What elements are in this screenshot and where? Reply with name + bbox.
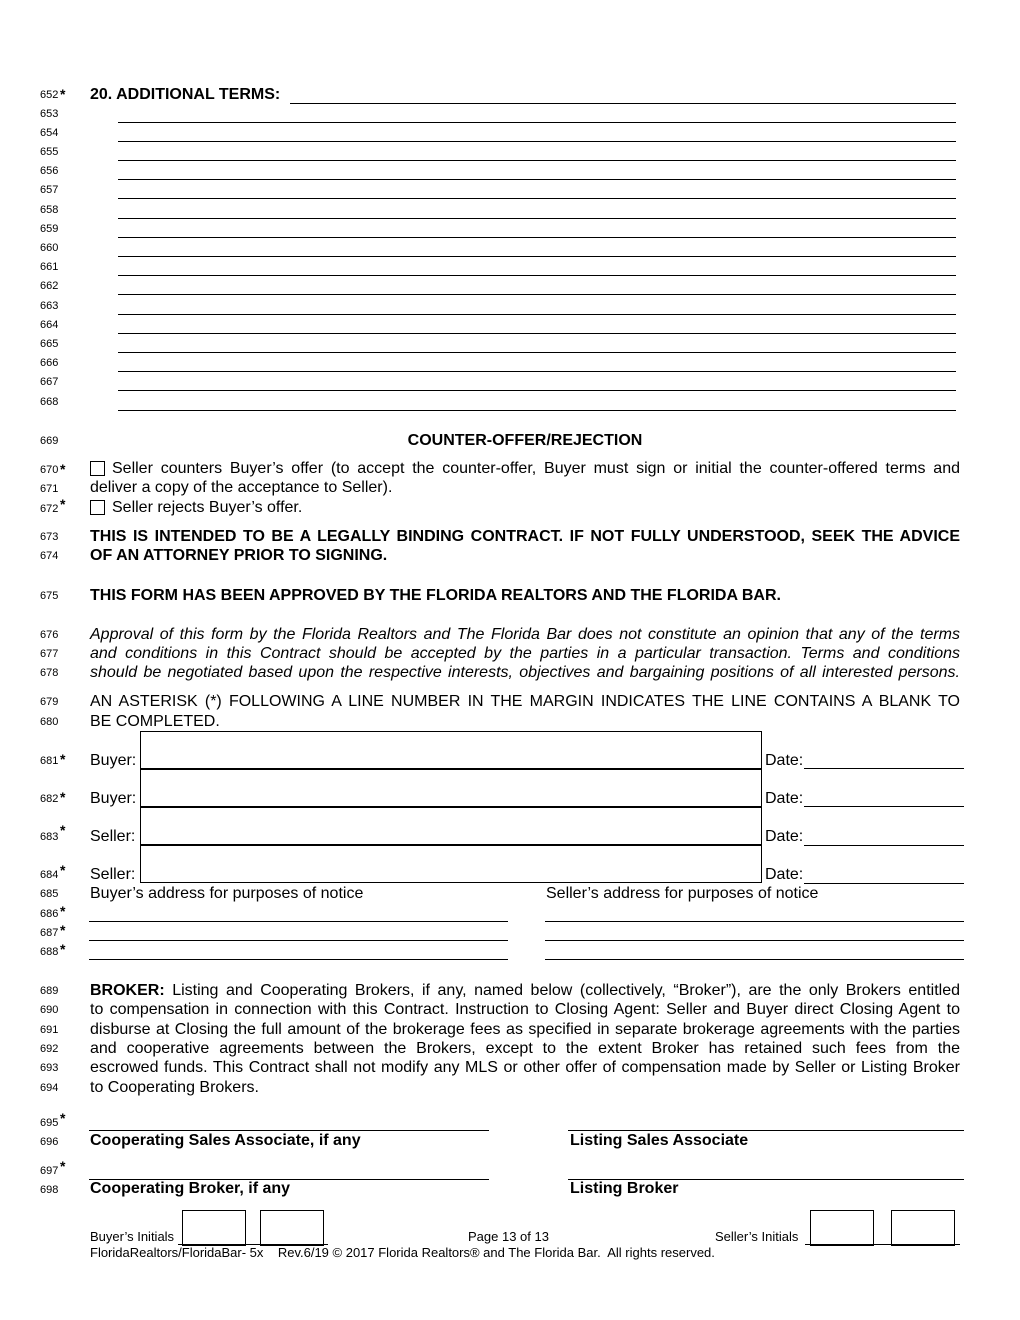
buyer-2-date-field[interactable] — [804, 806, 964, 807]
asterisk-marker: * — [60, 941, 66, 957]
line-number: 684 — [40, 869, 59, 881]
buyer-1-date-field[interactable] — [804, 768, 964, 769]
listing-sales-associate-label: Listing Sales Associate — [570, 1132, 749, 1149]
seller-rejects-text: Seller rejects Buyer’s offer. — [112, 499, 303, 516]
seller-address-line[interactable] — [545, 940, 964, 941]
line-number: 690 — [40, 1004, 59, 1016]
line-number: 679 — [40, 696, 59, 708]
line-number: 691 — [40, 1024, 59, 1036]
asterisk-marker: * — [60, 461, 66, 477]
line-number: 693 — [40, 1062, 59, 1074]
line-number: 677 — [40, 648, 59, 660]
approval-disclaimer: Approval of this form by the Florida Realtors and The Florida Bar does not constitute an opinion that any of the terms — [90, 626, 960, 643]
line-number: 659 — [40, 223, 59, 235]
counter-offer-title: COUNTER-OFFER/REJECTION — [407, 432, 643, 449]
line-number: 675 — [40, 590, 59, 602]
line-number: 695 — [40, 1117, 59, 1129]
additional-terms-line[interactable] — [118, 333, 956, 334]
line-number: 692 — [40, 1043, 59, 1055]
seller-1-date-field[interactable] — [804, 845, 964, 846]
broker-paragraph-line-4: and cooperative agreements between the Brokers, except to the extent Broker has retained such fees from the — [90, 1040, 960, 1057]
line-number: 663 — [40, 300, 59, 312]
asterisk-marker: * — [60, 751, 66, 767]
seller-rejects-checkbox[interactable] — [90, 500, 111, 518]
seller-counters-text-2: deliver a copy of the acceptance to Seller). — [90, 479, 393, 496]
asterisk-marker: * — [60, 862, 66, 878]
line-number: 683 — [40, 831, 59, 843]
broker-paragraph-line-3: disburse at Closing the full amount of the brokerage fees as specified in separate brokerage agreements with the parties — [90, 1021, 960, 1038]
line-number: 668 — [40, 396, 59, 408]
additional-terms-line[interactable] — [118, 256, 956, 257]
line-number: 694 — [40, 1082, 59, 1094]
broker-paragraph-line-1 — [90, 981, 960, 1000]
line-number: 673 — [40, 531, 59, 543]
asterisk-notice: AN ASTERISK (*) FOLLOWING A LINE NUMBER IN THE MARGIN INDICATES THE LINE CONTAINS A BLANK TO — [90, 693, 960, 710]
additional-terms-heading: 20. ADDITIONAL TERMS: — [90, 86, 281, 103]
additional-terms-line[interactable] — [118, 237, 956, 238]
line-number: 687 — [40, 927, 59, 939]
seller-1-date-label: Date: — [765, 828, 804, 845]
additional-terms-line[interactable] — [118, 314, 956, 315]
buyer-address-line[interactable] — [89, 921, 508, 922]
line-number: 652 — [40, 89, 59, 101]
approval-disclaimer-3: should be negotiated based upon the respective interests, objectives and bargaining positions of all interested persons. — [90, 664, 960, 681]
buyer-2-signature-box[interactable] — [140, 769, 762, 807]
additional-terms-line[interactable] — [118, 275, 956, 276]
buyer-initials-box-1[interactable] — [182, 1210, 246, 1246]
cooperating-sales-associate-label: Cooperating Sales Associate, if any — [90, 1132, 361, 1149]
line-number: 661 — [40, 261, 59, 273]
line-number: 672 — [40, 503, 59, 515]
asterisk-marker: * — [60, 1110, 66, 1126]
asterisk-marker: * — [60, 86, 66, 102]
line-number: 662 — [40, 280, 59, 292]
buyer-address-label: Buyer’s address for purposes of notice — [90, 885, 364, 902]
line-number: 680 — [40, 716, 59, 728]
buyer-address-line[interactable] — [89, 959, 508, 960]
seller-1-signature-box[interactable] — [140, 807, 762, 845]
line-number: 655 — [40, 146, 59, 158]
additional-terms-line[interactable] — [118, 218, 956, 219]
asterisk-marker: * — [60, 1158, 66, 1174]
seller-address-line[interactable] — [545, 959, 964, 960]
buyer-initials-box-2[interactable] — [260, 1210, 324, 1246]
line-number: 658 — [40, 204, 59, 216]
approval-disclaimer-2: and conditions in this Contract should be accepted by the parties in a particular transaction. Terms and conditions — [90, 645, 960, 662]
buyer-initials-label: Buyer’s Initials — [90, 1229, 175, 1244]
seller-2-date-label: Date: — [765, 866, 804, 883]
cooperating-broker-label: Cooperating Broker, if any — [90, 1180, 291, 1197]
additional-terms-line[interactable] — [118, 160, 956, 161]
seller-1-label: Seller: — [90, 828, 136, 845]
additional-terms-field[interactable] — [290, 103, 956, 104]
broker-text: Listing and Cooperating Brokers, if any, named below (collectively, “Broker”), are the only Brokers entitled — [164, 982, 960, 999]
line-number: 681 — [40, 755, 59, 767]
buyer-1-signature-box[interactable] — [140, 731, 762, 769]
seller-2-signature-box[interactable] — [140, 845, 762, 883]
buyer-2-label: Buyer: — [90, 790, 137, 807]
broker-label: BROKER: — [90, 982, 165, 999]
form-copyright: FloridaRealtors/FloridaBar- 5x Rev.6/19 © 2017 Florida Realtors® and The Florida Bar. All rights reserved. — [90, 1245, 715, 1260]
buyer-address-line[interactable] — [89, 940, 508, 941]
line-number: 698 — [40, 1184, 59, 1196]
seller-2-date-field[interactable] — [804, 883, 964, 884]
line-number: 676 — [40, 629, 59, 641]
asterisk-marker: * — [60, 922, 66, 938]
asterisk-marker: * — [60, 903, 66, 919]
line-number: 671 — [40, 483, 59, 495]
binding-contract-notice-2: OF AN ATTORNEY PRIOR TO SIGNING. — [90, 547, 388, 564]
line-number: 678 — [40, 667, 59, 679]
broker-paragraph-line-6: to Cooperating Brokers. — [90, 1079, 259, 1096]
line-number: 696 — [40, 1136, 59, 1148]
additional-terms-line[interactable] — [118, 294, 956, 295]
line-number: 653 — [40, 108, 59, 120]
additional-terms-line[interactable] — [118, 352, 956, 353]
additional-terms-line[interactable] — [118, 390, 956, 391]
additional-terms-line[interactable] — [118, 141, 956, 142]
seller-initials-underline — [805, 1244, 960, 1245]
seller-counters-text: Seller counters Buyer’s offer (to accept the counter-offer, Buyer must sign or initial the counter-offered terms and — [112, 460, 960, 477]
line-number: 686 — [40, 908, 59, 920]
page-number: Page 13 of 13 — [468, 1229, 549, 1244]
buyer-1-date-label: Date: — [765, 752, 804, 769]
line-number: 670 — [40, 464, 59, 476]
listing-broker-label: Listing Broker — [570, 1180, 679, 1197]
seller-counters-checkbox[interactable] — [90, 461, 111, 479]
asterisk-marker: * — [60, 789, 66, 805]
line-number: 669 — [40, 435, 59, 447]
line-number: 665 — [40, 338, 59, 350]
line-number: 688 — [40, 946, 59, 958]
seller-initials-box-2[interactable] — [891, 1210, 955, 1246]
binding-contract-notice: THIS IS INTENDED TO BE A LEGALLY BINDING CONTRACT. IF NOT FULLY UNDERSTOOD, SEEK THE ADVICE — [90, 528, 960, 545]
approval-notice: THIS FORM HAS BEEN APPROVED BY THE FLORIDA REALTORS AND THE FLORIDA BAR. — [90, 587, 781, 604]
line-number: 674 — [40, 550, 59, 562]
broker-paragraph-line-2: to compensation in connection with this Contract. Instruction to Closing Agent: Seller and Buyer direct Closing Agent to — [90, 1001, 960, 1018]
additional-terms-line[interactable] — [118, 371, 956, 372]
additional-terms-line[interactable] — [118, 410, 956, 411]
line-number: 657 — [40, 184, 59, 196]
line-number: 666 — [40, 357, 59, 369]
seller-initials-box-1[interactable] — [810, 1210, 874, 1246]
seller-address-line[interactable] — [545, 921, 964, 922]
line-number: 689 — [40, 985, 59, 997]
line-number: 685 — [40, 888, 59, 900]
additional-terms-line[interactable] — [118, 122, 956, 123]
asterisk-marker: * — [60, 496, 66, 512]
line-number: 656 — [40, 165, 59, 177]
asterisk-notice-2: BE COMPLETED. — [90, 713, 220, 730]
line-number: 667 — [40, 376, 59, 388]
seller-initials-label: Seller’s Initials — [715, 1229, 799, 1244]
line-number: 664 — [40, 319, 59, 331]
line-number: 682 — [40, 793, 59, 805]
buyer-2-date-label: Date: — [765, 790, 804, 807]
line-number: 697 — [40, 1165, 59, 1177]
additional-terms-line[interactable] — [118, 198, 956, 199]
additional-terms-line[interactable] — [118, 179, 956, 180]
buyer-1-label: Buyer: — [90, 752, 137, 769]
line-number: 654 — [40, 127, 59, 139]
line-number: 660 — [40, 242, 59, 254]
asterisk-marker: * — [60, 822, 66, 838]
broker-paragraph-line-5: escrowed funds. This Contract shall not modify any MLS or other offer of compensation made by Seller or Listing Broker — [90, 1059, 960, 1076]
seller-address-label: Seller’s address for purposes of notice — [546, 885, 819, 902]
seller-2-label: Seller: — [90, 866, 136, 883]
